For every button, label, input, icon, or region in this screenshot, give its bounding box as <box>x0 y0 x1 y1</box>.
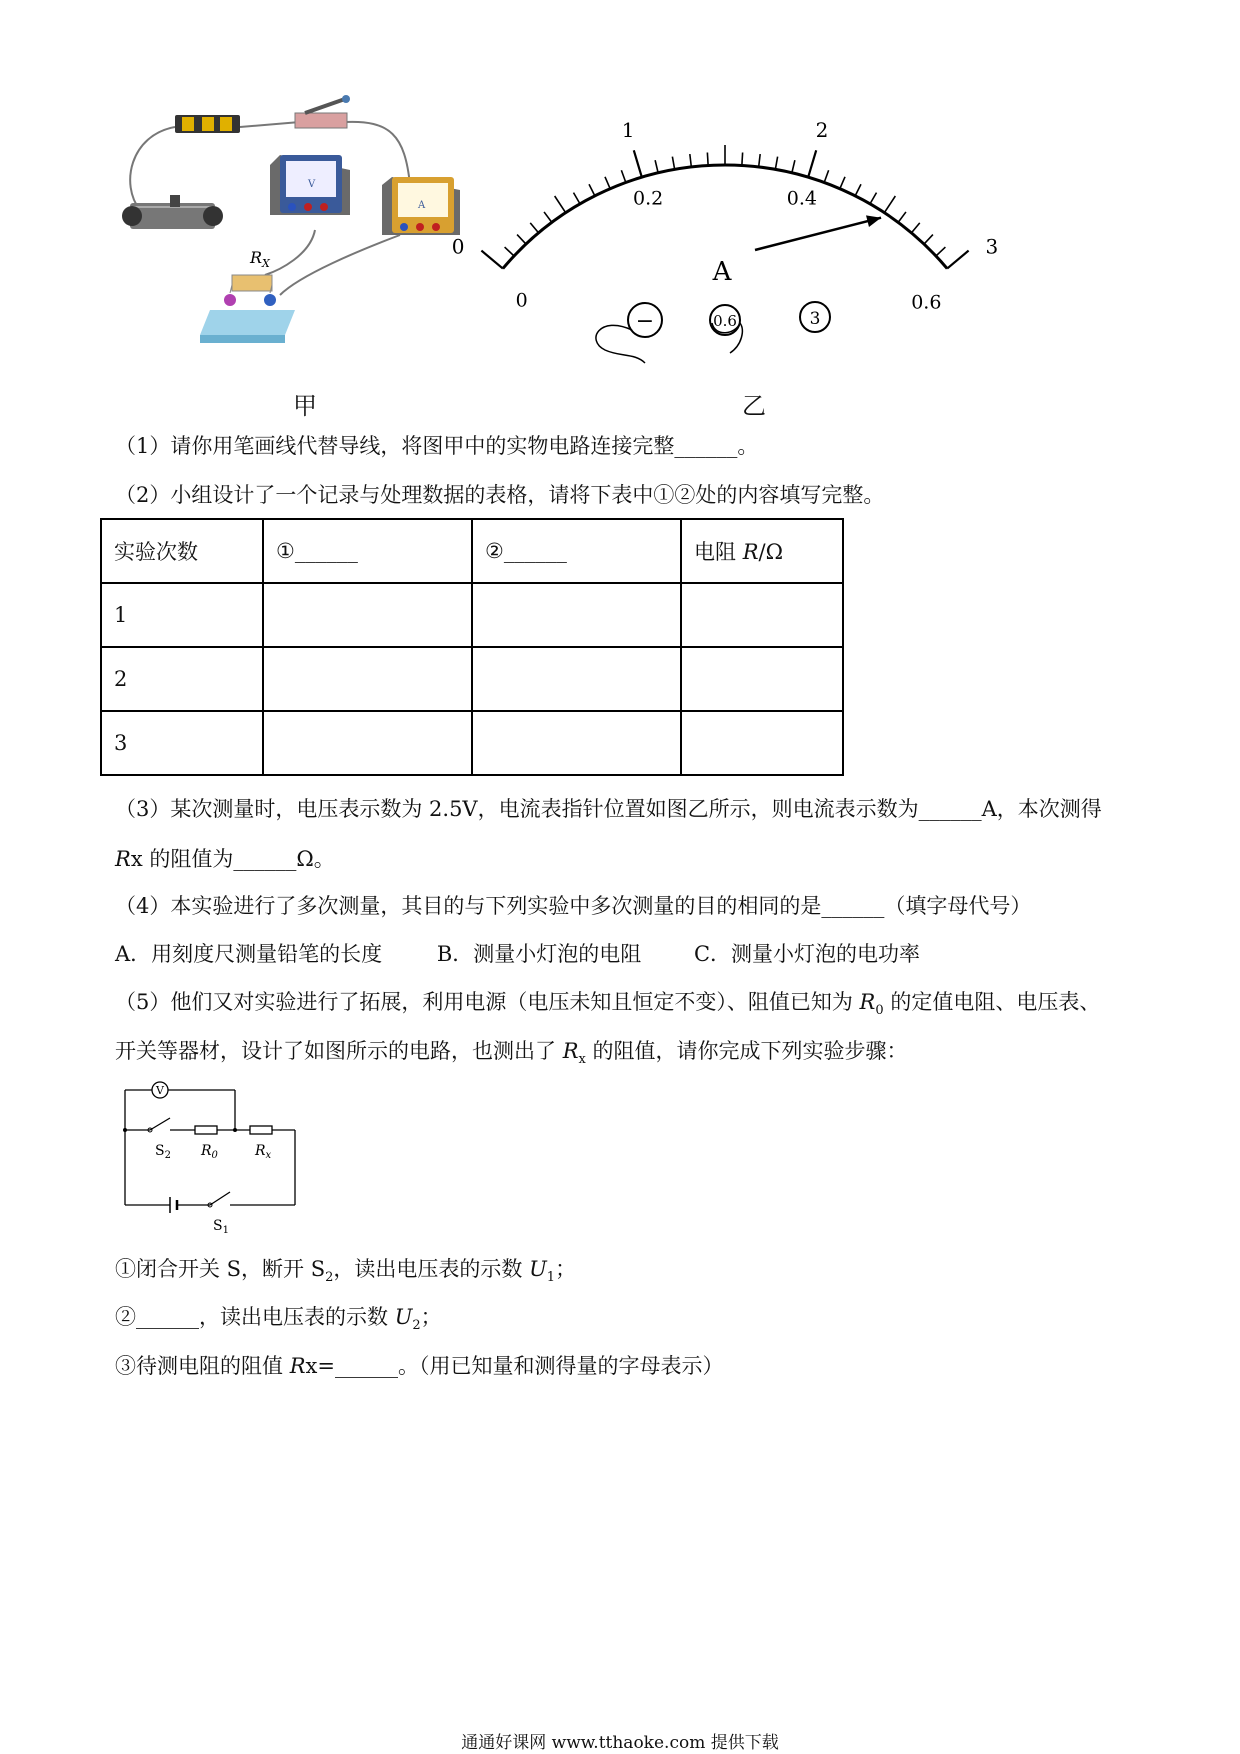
dial-tick <box>775 157 777 170</box>
label-rx: $R_x$ <box>255 1143 272 1161</box>
dial-tick <box>824 170 828 182</box>
terminal-minus <box>596 303 662 363</box>
footer: 通通好课网 www.tthaoke.com 提供下载 <box>461 1733 779 1753</box>
dial-tick <box>792 160 795 173</box>
question-5-line-2: 开关等器材，设计了如图所示的电路，也测出了 $R_x$ 的阻值，请你完成下列实验步骤： <box>115 1039 908 1068</box>
table-cell: 1 <box>101 583 263 647</box>
dial-ticks <box>481 145 968 269</box>
svg-text:0.6: 0.6 <box>713 312 737 330</box>
table-cell: 2 <box>101 647 263 711</box>
dial-outer-label: 0 <box>451 234 465 259</box>
figure-jia <box>120 95 540 385</box>
dial-tick <box>898 212 906 222</box>
step-2: ②______，读出电压表的示数 $U_2$； <box>115 1305 442 1334</box>
dial-outer-label: 3 <box>985 234 999 259</box>
dial-tick <box>605 177 610 189</box>
wire <box>130 127 175 210</box>
dial-tick <box>634 150 642 177</box>
dial-tick <box>655 160 658 173</box>
voltmeter <box>270 155 350 215</box>
table-row <box>101 647 843 711</box>
dial-tick <box>936 247 945 256</box>
svg-text:3: 3 <box>809 309 821 329</box>
rheostat <box>122 195 223 229</box>
dial-tick <box>742 153 743 166</box>
dial-tick <box>759 154 761 167</box>
rx-label: $R_X$ <box>250 248 270 270</box>
wire <box>345 122 410 185</box>
circuit-diagram <box>115 1080 305 1240</box>
knife-switch <box>295 95 350 128</box>
dial-inner-label: 0.4 <box>786 187 817 210</box>
dial-unit: A <box>712 257 732 287</box>
question-3-line-1: （3）某次测量时，电压表示数为 2.5V，电流表指针位置如图乙所示，则电流表示数为______A，本次测得 <box>115 797 1102 821</box>
dial-tick <box>544 212 552 222</box>
wire <box>280 235 400 295</box>
wire <box>265 230 315 275</box>
dial-outer-label: 2 <box>815 118 829 143</box>
question-4-options <box>115 940 920 968</box>
table-row <box>101 583 843 647</box>
dial-tick <box>947 251 968 269</box>
table-header-cell: ①______ <box>263 519 472 583</box>
dial-inner-label: 0.2 <box>633 187 664 210</box>
battery-box <box>175 115 240 133</box>
option-a: A．用刻度尺测量铅笔的长度 <box>115 942 383 966</box>
question-5-line-1: （5）他们又对实验进行了拓展，利用电源（电压未知且恒定不变）、阻值已知为 $R_0$ 的定值电阻、电压表、 <box>115 990 1101 1019</box>
table-header-cell: 实验次数 <box>101 519 263 583</box>
dial-tick <box>840 177 845 189</box>
label-s2: $S_2$ <box>155 1143 171 1161</box>
dial-tick <box>855 184 861 196</box>
svg-text:−: − <box>635 309 655 334</box>
ammeter <box>382 177 460 235</box>
dial-tick <box>690 154 692 167</box>
option-c: C．测量小灯泡的电功率 <box>693 942 921 966</box>
label-s1: $S_1$ <box>213 1218 229 1236</box>
table-header-row <box>101 519 843 583</box>
dial-pointer <box>755 218 881 250</box>
resistor-board <box>200 275 295 343</box>
step-1: ①闭合开关 S，断开 $S_2$，读出电压表的示数 $U_1$； <box>115 1257 577 1286</box>
option-b: B．测量小灯泡的电阻 <box>436 942 642 966</box>
data-table <box>100 518 844 776</box>
wire <box>240 122 300 127</box>
dial-tick <box>589 184 595 196</box>
dial-tick <box>672 157 674 170</box>
table-header-cell: ②______ <box>472 519 681 583</box>
dial-inner-label: 0 <box>515 289 528 312</box>
dial-tick <box>924 235 933 244</box>
table-row <box>101 711 843 775</box>
svg-text:A: A <box>418 200 426 211</box>
dial-tick <box>574 193 581 204</box>
figure-yi-ammeter-dial <box>451 118 999 375</box>
question-3-line-2: Rx 的阻值为______Ω。 <box>115 847 335 871</box>
table-header-cell: 电阻 R/Ω <box>681 519 843 583</box>
terminal-0-6 <box>710 305 742 353</box>
dial-tick <box>555 196 566 213</box>
dial-tick <box>870 193 877 204</box>
dial-tick <box>707 153 708 166</box>
terminal-3 <box>800 302 830 332</box>
question-1: （1）请你用笔画线代替导线，将图甲中的实物电路连接完整______。 <box>115 434 759 458</box>
dial-tick <box>621 170 625 182</box>
svg-text:V: V <box>156 1084 164 1097</box>
label-r0: $R_0$ <box>201 1143 218 1161</box>
caption-yi: 乙 <box>742 392 766 420</box>
question-4: （4）本实验进行了多次测量，其目的与下列实验中多次测量的目的相同的是______（填字母代号） <box>115 894 1032 918</box>
step-3: ③待测电阻的阻值 Rx=______。（用已知量和测得量的字母表示） <box>115 1354 724 1378</box>
svg-text:V: V <box>308 179 316 190</box>
caption-jia: 甲 <box>293 392 317 420</box>
dial-outer-label: 1 <box>621 118 635 143</box>
table-cell: 3 <box>101 711 263 775</box>
dial-tick <box>911 223 919 233</box>
dial-tick <box>884 196 895 213</box>
question-2: （2）小组设计了一个记录与处理数据的表格，请将下表中①②处的内容填写完整。 <box>115 483 885 507</box>
dial-inner-label: 0.6 <box>911 291 942 314</box>
dial-tick <box>808 150 816 177</box>
